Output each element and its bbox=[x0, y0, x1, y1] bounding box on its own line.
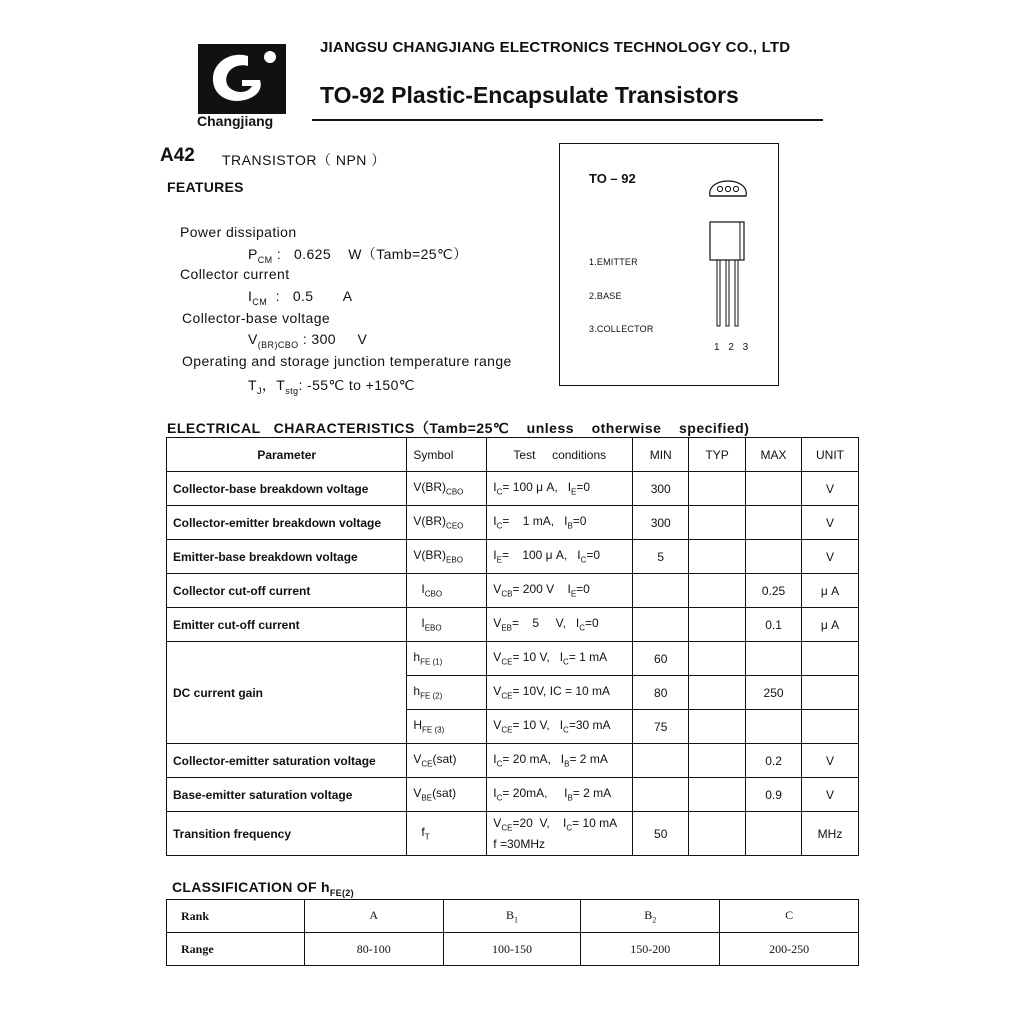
table-row bbox=[167, 642, 859, 676]
features-heading: FEATURES bbox=[167, 179, 244, 195]
param-cell: Collector-emitter saturation voltage bbox=[167, 744, 407, 778]
unit-cell: V bbox=[802, 472, 859, 506]
max-cell bbox=[746, 540, 802, 574]
rank-cell: C bbox=[720, 900, 859, 933]
symbol-cell: $f_T$ bbox=[407, 812, 487, 856]
rank-cell: A bbox=[304, 900, 443, 933]
param-cell: Collector-emitter breakdown voltage bbox=[167, 506, 407, 540]
unit-cell: V bbox=[802, 744, 859, 778]
unit-cell bbox=[802, 676, 859, 710]
typ-cell bbox=[689, 812, 746, 856]
condition-cell: $I_C= 100$ μ A, $I_E=0$ bbox=[487, 472, 633, 506]
table-row bbox=[167, 540, 859, 574]
typ-cell bbox=[689, 744, 746, 778]
pin-numbers: 1 2 3 bbox=[714, 342, 752, 353]
range-label: Range bbox=[167, 933, 305, 966]
unit-cell: V bbox=[802, 506, 859, 540]
min-cell: 300 bbox=[633, 472, 689, 506]
max-cell: 250 bbox=[746, 676, 802, 710]
temperature-spec: $T_J$，$T_{stg}$: -55℃ to +150℃ bbox=[248, 377, 415, 396]
classification-heading: CLASSIFICATION OF $h_{FE(2)}$ bbox=[172, 879, 354, 898]
symbol-cell: $V_{CE}(sat)$ bbox=[407, 744, 487, 778]
symbol-cell: $h_{FE (2)}$ bbox=[407, 676, 487, 710]
package-title: TO – 92 bbox=[589, 171, 636, 186]
min-cell: 300 bbox=[633, 506, 689, 540]
max-cell bbox=[746, 642, 802, 676]
unit-cell bbox=[802, 710, 859, 744]
param-cell: DC current gain bbox=[167, 642, 407, 744]
document-title: TO-92 Plastic-Encapsulate Transistors bbox=[320, 82, 739, 108]
header-test-conditions: Test conditions bbox=[487, 438, 633, 472]
header-max: MAX bbox=[746, 438, 802, 472]
range-row bbox=[167, 933, 859, 966]
header-parameter: Parameter bbox=[167, 438, 407, 472]
header-unit: UNIT bbox=[802, 438, 859, 472]
logo-mark-icon bbox=[198, 44, 286, 114]
rank-label: Rank bbox=[167, 900, 305, 933]
title-divider bbox=[312, 119, 823, 121]
collector-current-label: Collector current bbox=[180, 266, 290, 282]
condition-cell: $V_{CB}= 200$ V $I_E=0$ bbox=[487, 574, 633, 608]
unit-cell: MHz bbox=[802, 812, 859, 856]
pcm-spec: $P_{CM}$ : 0.625 W（Tamb=25℃） bbox=[248, 246, 468, 265]
symbol-cell: $h_{FE (1)}$ bbox=[407, 642, 487, 676]
range-cell: 150-200 bbox=[581, 933, 720, 966]
min-cell bbox=[633, 574, 689, 608]
typ-cell bbox=[689, 642, 746, 676]
max-cell: 0.2 bbox=[746, 744, 802, 778]
param-cell: Transition frequency bbox=[167, 812, 407, 856]
unit-cell: μ A bbox=[802, 608, 859, 642]
part-number: A42 bbox=[160, 145, 195, 166]
pin-1-label: 1.EMITTER bbox=[589, 257, 638, 267]
param-cell: Emitter cut-off current bbox=[167, 608, 407, 642]
typ-cell bbox=[689, 506, 746, 540]
vcbo-spec: $V_{(BR)CBO}$ : 300 V bbox=[248, 331, 368, 350]
part-description: TRANSISTOR（ NPN ） bbox=[222, 152, 386, 168]
classification-table bbox=[166, 899, 859, 966]
typ-cell bbox=[689, 540, 746, 574]
symbol-cell: $I_{EBO}$ bbox=[407, 608, 487, 642]
symbol-cell: $V_{BE}(sat)$ bbox=[407, 778, 487, 812]
typ-cell bbox=[689, 778, 746, 812]
table-row bbox=[167, 778, 859, 812]
max-cell bbox=[746, 710, 802, 744]
typ-cell bbox=[689, 710, 746, 744]
max-cell: 0.9 bbox=[746, 778, 802, 812]
min-cell: 5 bbox=[633, 540, 689, 574]
range-cell: 200-250 bbox=[720, 933, 859, 966]
icm-spec: $I_{CM}$ : 0.5 A bbox=[248, 288, 353, 307]
symbol-cell: $V(BR)_{CEO}$ bbox=[407, 506, 487, 540]
typ-cell bbox=[689, 608, 746, 642]
condition-cell: $V_{CE}= 10$ V, $I_C= 1$ mA bbox=[487, 642, 633, 676]
symbol-cell: $H_{FE (3)}$ bbox=[407, 710, 487, 744]
condition-cell: $V_{EB}=$ 5 V, $I_C=0$ bbox=[487, 608, 633, 642]
company-name: JIANGSU CHANGJIANG ELECTRONICS TECHNOLOGY CO., LTD bbox=[320, 39, 791, 56]
collector-base-voltage-label: Collector-base voltage bbox=[182, 310, 331, 326]
table-row bbox=[167, 608, 859, 642]
range-cell: 100-150 bbox=[443, 933, 581, 966]
min-cell: 80 bbox=[633, 676, 689, 710]
symbol-cell: $I_{CBO}$ bbox=[407, 574, 487, 608]
condition-cell: $V_{CE}= 10V$, IC = 10 mA bbox=[487, 676, 633, 710]
header-min: MIN bbox=[633, 438, 689, 472]
to92-package-icon bbox=[700, 170, 760, 335]
power-dissipation-label: Power dissipation bbox=[180, 224, 297, 240]
condition-cell: $I_C=$ 1 mA, $I_B=0$ bbox=[487, 506, 633, 540]
unit-cell: V bbox=[802, 540, 859, 574]
param-cell: Collector-base breakdown voltage bbox=[167, 472, 407, 506]
condition-cell: $V_{CE}= 10$ V, $I_C=30$ mA bbox=[487, 710, 633, 744]
table-row bbox=[167, 506, 859, 540]
param-cell: Collector cut-off current bbox=[167, 574, 407, 608]
rank-cell: $B_1$ bbox=[443, 900, 581, 933]
unit-cell bbox=[802, 642, 859, 676]
param-cell: Base-emitter saturation voltage bbox=[167, 778, 407, 812]
unit-cell: V bbox=[802, 778, 859, 812]
min-cell bbox=[633, 778, 689, 812]
max-cell: 0.1 bbox=[746, 608, 802, 642]
max-cell bbox=[746, 472, 802, 506]
table-row bbox=[167, 812, 859, 856]
condition-cell: $V_{CE}=20$ V, $I_C= 10$ mA f =30MHz bbox=[487, 812, 633, 856]
unit-cell: μ A bbox=[802, 574, 859, 608]
header-typ: TYP bbox=[689, 438, 746, 472]
range-cell: 80-100 bbox=[304, 933, 443, 966]
symbol-cell: $V(BR)_{EBO}$ bbox=[407, 540, 487, 574]
condition-cell: $I_C= 20$ mA, $I_B= 2$ mA bbox=[487, 744, 633, 778]
min-cell bbox=[633, 744, 689, 778]
table-row bbox=[167, 574, 859, 608]
typ-cell bbox=[689, 574, 746, 608]
max-cell bbox=[746, 812, 802, 856]
min-cell: 50 bbox=[633, 812, 689, 856]
rank-row bbox=[167, 900, 859, 933]
typ-cell bbox=[689, 676, 746, 710]
max-cell: 0.25 bbox=[746, 574, 802, 608]
pin-2-label: 2.BASE bbox=[589, 291, 622, 301]
header-symbol: Symbol bbox=[407, 438, 487, 472]
electrical-characteristics-table bbox=[166, 437, 859, 856]
min-cell bbox=[633, 608, 689, 642]
rank-cell: $B_2$ bbox=[581, 900, 720, 933]
min-cell: 75 bbox=[633, 710, 689, 744]
condition-cell: $I_C= 20mA$, $I_B= 2$ mA bbox=[487, 778, 633, 812]
company-logo bbox=[198, 44, 286, 114]
temperature-range-label: Operating and storage junction temperature range bbox=[182, 353, 512, 369]
table-row bbox=[167, 744, 859, 778]
table-header-row bbox=[167, 438, 859, 472]
electrical-heading: ELECTRICAL CHARACTERISTICS（Tamb=25℃ unless otherwise specified) bbox=[167, 420, 750, 436]
min-cell: 60 bbox=[633, 642, 689, 676]
pin-3-label: 3.COLLECTOR bbox=[589, 324, 654, 334]
table-row bbox=[167, 472, 859, 506]
max-cell bbox=[746, 506, 802, 540]
logo-text: Changjiang bbox=[197, 113, 274, 129]
symbol-cell: $V(BR)_{CBO}$ bbox=[407, 472, 487, 506]
condition-cell: $I_E=$ 100 μ A, $I_C=0$ bbox=[487, 540, 633, 574]
typ-cell bbox=[689, 472, 746, 506]
param-cell: Emitter-base breakdown voltage bbox=[167, 540, 407, 574]
